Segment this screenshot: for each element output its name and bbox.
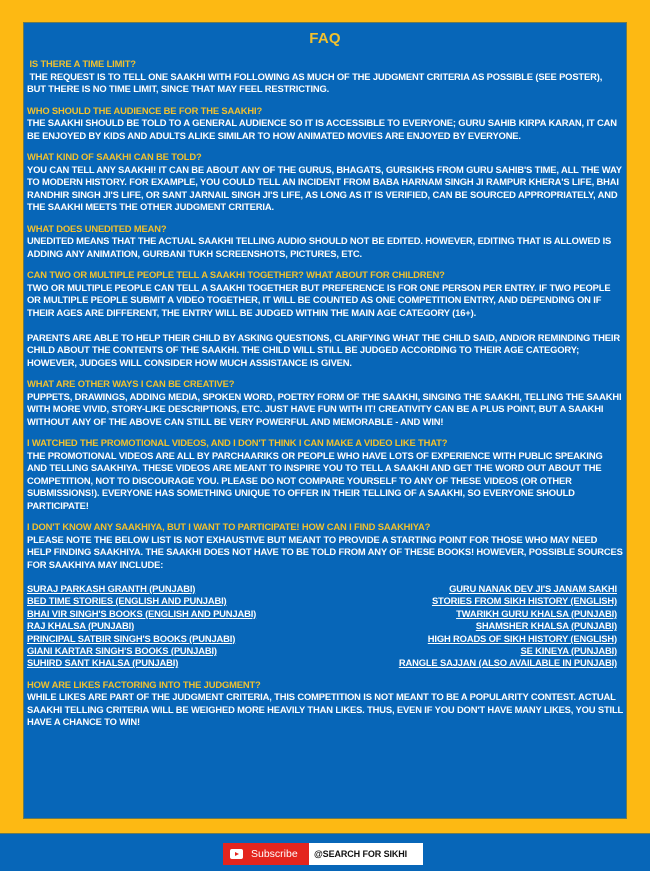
- faq-item-audience: [27, 105, 623, 143]
- subscribe-label: Subscribe: [251, 848, 298, 860]
- faq-question: I DON'T KNOW ANY SAAKHIYA, BUT I WANT TO PARTICIPATE! HOW CAN I FIND SAAKHIYA?: [27, 521, 431, 532]
- faq-question: WHAT ARE OTHER WAYS I CAN BE CREATIVE?: [27, 378, 235, 389]
- source-link-se-kineya[interactable]: SE KINEYA (PUNJABI): [520, 645, 617, 657]
- source-link-bed-time-stories[interactable]: BED TIME STORIES (ENGLISH AND PUNJABI): [27, 595, 227, 607]
- faq-item-multiple-people: [27, 269, 623, 369]
- subscribe-button[interactable]: [223, 843, 309, 865]
- faq-item-creative: [27, 378, 623, 428]
- faq-question: WHAT KIND OF SAAKHI CAN BE TOLD?: [27, 151, 202, 162]
- sources-column-right: [399, 583, 623, 670]
- source-link-suraj-parkash[interactable]: SURAJ PARKASH GRANTH (PUNJABI): [27, 583, 196, 594]
- source-link-twarikh-guru-khalsa[interactable]: TWARIKH GURU KHALSA (PUNJABI): [456, 607, 617, 619]
- faq-item-time-limit: [27, 58, 623, 96]
- faq-question: HOW ARE LIKES FACTORING INTO THE JUDGMENT?: [27, 678, 261, 690]
- faq-answer: THE REQUEST IS TO TELL ONE SAAKHI WITH FOLLOWING AS MUCH OF THE JUDGMENT CRITERIA AS POSSIBLE (SEE POSTER), BUT THERE IS NO TIME LIMIT, SINCE THAT MAY FEEL RESTRICTING.: [27, 70, 605, 94]
- faq-answer: THE PROMOTIONAL VIDEOS ARE ALL BY PARCHAARIKS OR PEOPLE WHO HAVE LOTS OF EXPERIENCE WITH PUBLIC SPEAKING AND TELLING SAAKHIYA. THESE VIDEOS ARE MEANT TO INSPIRE YOU TO TELL A SAAKHI AND GET THE WORD OUT ABOUT THE COMPETITION, NOT TO DISCOURAGE YOU. PLEASE DO NOT COMPARE YOURSELF TO ANY OF THESE VIDEOS (OR OTHER SUBMISSIONS!). EVERYONE HAS SOMETHING UNIQUE TO OFFER IN THEIR TELLING OF A SAAKHI, SO EVERYONE SHOULD PARTICIPATE!: [27, 449, 605, 511]
- subscribe-banner: [223, 843, 423, 865]
- source-link-shamsher-khalsa[interactable]: SHAMSHER KHALSA (PUNJABI): [475, 620, 617, 632]
- youtube-play-icon: [230, 849, 243, 859]
- sources-column-left: [27, 583, 256, 670]
- faq-answer-children: PARENTS ARE ABLE TO HELP THEIR CHILD BY ASKING QUESTIONS, CLARIFYING WHAT THE CHILD SAID, AND/OR REMINDING THEIR CHILD ABOUT THE CONTENTS OF THE SAAKHI. THE CHILD WILL STILL BE JUDGED ACCORDING TO THEIR AGE CATEGORY; HOWEVER, JUDGES WILL CONSIDER HOW MUCH ASSISTANCE IS GIVEN.: [27, 331, 623, 368]
- faq-answer: UNEDITED MEANS THAT THE ACTUAL SAAKHI TELLING AUDIO SHOULD NOT BE EDITED. HOWEVER, EDITING THAT IS ALLOWED IS ADDING ANY ANIMATION, GURBANI TUKH SCREENSHOTS, PICTURES, ETC.: [27, 235, 614, 259]
- faq-question: CAN TWO OR MULTIPLE PEOPLE TELL A SAAKHI TOGETHER? WHAT ABOUT FOR CHILDREN?: [27, 269, 445, 280]
- channel-handle[interactable]: @SEARCH FOR SIKHI: [309, 843, 423, 865]
- faq-item-likes: [27, 678, 626, 729]
- faq-answer: YOU CAN TELL ANY SAAKHI! IT CAN BE ABOUT ANY OF THE GURUS, BHAGATS, GURSIKHS FROM GURU SAHIB'S TIME, ALL THE WAY TO MODERN HISTORY. FOR EXAMPLE, YOU COULD TELL AN INCIDENT FROM BABA HARNAM SINGH JI RAMPUR KHERA'S LIFE, BHAI RANDHIR SINGH JI'S LIFE, OR SANT JARNAIL SINGH JI'S LIFE, AS LONG AS IT IS VERIFIED, CAN BE SOURCED APPROPRIATELY, AND THE SAAKHI MEETS THE OTHER JUDGMENT CRITERIA.: [27, 163, 625, 212]
- source-link-bhai-vir-singh[interactable]: BHAI VIR SINGH'S BOOKS (ENGLISH AND PUNJABI): [27, 607, 257, 619]
- source-link-janam-sakhi[interactable]: GURU NANAK DEV JI'S JANAM SAKHI: [449, 583, 617, 594]
- sources-list: [27, 583, 623, 670]
- faq-answer: PUPPETS, DRAWINGS, ADDING MEDIA, SPOKEN WORD, POETRY FORM OF THE SAAKHI, SINGING THE SAAKHI, TELLING THE SAAKHI WITH MORE VIVID, STORY-LIKE DESCRIPTIONS, ETC. JUST HAVE FUN WITH IT! CREATIVITY CAN BE A PLUS POINT, BUT A SAAKHI WITHOUT ANY OF THE ABOVE CAN STILL BE VERY POWERFUL AND MEMORABLE - AND WIN!: [27, 390, 624, 427]
- faq-item-find-saakhiya: [27, 521, 626, 571]
- faq-answer: PLEASE NOTE THE BELOW LIST IS NOT EXHAUSTIVE BUT MEANT TO PROVIDE A STARTING POINT FOR THOSE WHO MAY NEED HELP FINDING SAAKHIYA. THE SAAKHI DOES NOT HAVE TO BE TOLD FROM ANY OF THESE BOOKS! HOWEVER, POSSIBLE SOURCES FOR SAAKHIYA MAY INCLUDE:: [27, 533, 626, 570]
- faq-question: I WATCHED THE PROMOTIONAL VIDEOS, AND I DON'T THINK I CAN MAKE A VIDEO LIKE THAT?: [27, 437, 448, 448]
- faq-item-kind-of-saakhi: [27, 151, 623, 214]
- faq-item-unedited: [27, 223, 623, 261]
- source-link-principal-satbir-singh[interactable]: PRINCIPAL SATBIR SINGH'S BOOKS (PUNJABI): [27, 632, 236, 644]
- faq-panel: [24, 23, 626, 818]
- faq-item-promotional-videos: [27, 437, 623, 512]
- source-link-suhird-sant-khalsa[interactable]: SUHIRD SANT KHALSA (PUNJABI): [27, 657, 179, 669]
- faq-answer: THE SAAKHI SHOULD BE TOLD TO A GENERAL AUDIENCE SO IT IS ACCESSIBLE TO EVERYONE; GURU SAHIB KIRPA KARAN, IT CAN BE ENJOYED BY KIDS AND ADULTS ALIKE SIMILAR TO HOW ANIMATED MOVIES ARE ENJOYED BY EVERYONE.: [27, 117, 620, 141]
- faq-answer: TWO OR MULTIPLE PEOPLE CAN TELL A SAAKHI TOGETHER BUT PREFERENCE IS FOR ONE PERSON PER ENTRY. IF TWO PEOPLE OR MULTIPLE PEOPLE SUBMIT A VIDEO TOGETHER, IT WILL BE COUNTED AS ONE COMPETITION ENTRY, AND DEPENDING ON IF THEIR AGES ARE DIFFERENT, THE ENTRY WILL BE JUDGED WITHIN THE MAIN AGE CATEGORY (16+).: [27, 281, 613, 318]
- faq-question: WHO SHOULD THE AUDIENCE BE FOR THE SAAKHI?: [27, 104, 263, 116]
- faq-answer: WHILE LIKES ARE PART OF THE JUDGMENT CRITERIA, THIS COMPETITION IS NOT MEANT TO BE A POPULARITY CONTEST. ACTUAL SAAKHI TELLING CRITERIA WILL BE WEIGHED MORE HEAVILY THAN LIKES. THUS, EVEN IF YOU DON'T HAVE MANY LIKES, YOU STILL HAVE A CHANCE TO WIN!: [27, 691, 626, 728]
- footer-bar: [0, 833, 650, 871]
- source-link-stories-sikh-history[interactable]: STORIES FROM SIKH HISTORY (ENGLISH): [431, 595, 617, 607]
- source-link-high-roads[interactable]: HIGH ROADS OF SIKH HISTORY (ENGLISH): [427, 632, 617, 644]
- source-link-raj-khalsa[interactable]: RAJ KHALSA (PUNJABI): [27, 620, 135, 632]
- page-title: FAQ: [309, 30, 341, 47]
- faq-question: WHAT DOES UNEDITED MEAN?: [27, 222, 167, 234]
- source-link-giani-kartar-singh[interactable]: GIANI KARTAR SINGH'S BOOKS (PUNJABI): [27, 645, 217, 657]
- source-link-rangle-sajjan[interactable]: RANGLE SAJJAN (ALSO AVAILABLE IN PUNJABI): [398, 657, 617, 669]
- faq-question: IS THERE A TIME LIMIT?: [27, 58, 136, 69]
